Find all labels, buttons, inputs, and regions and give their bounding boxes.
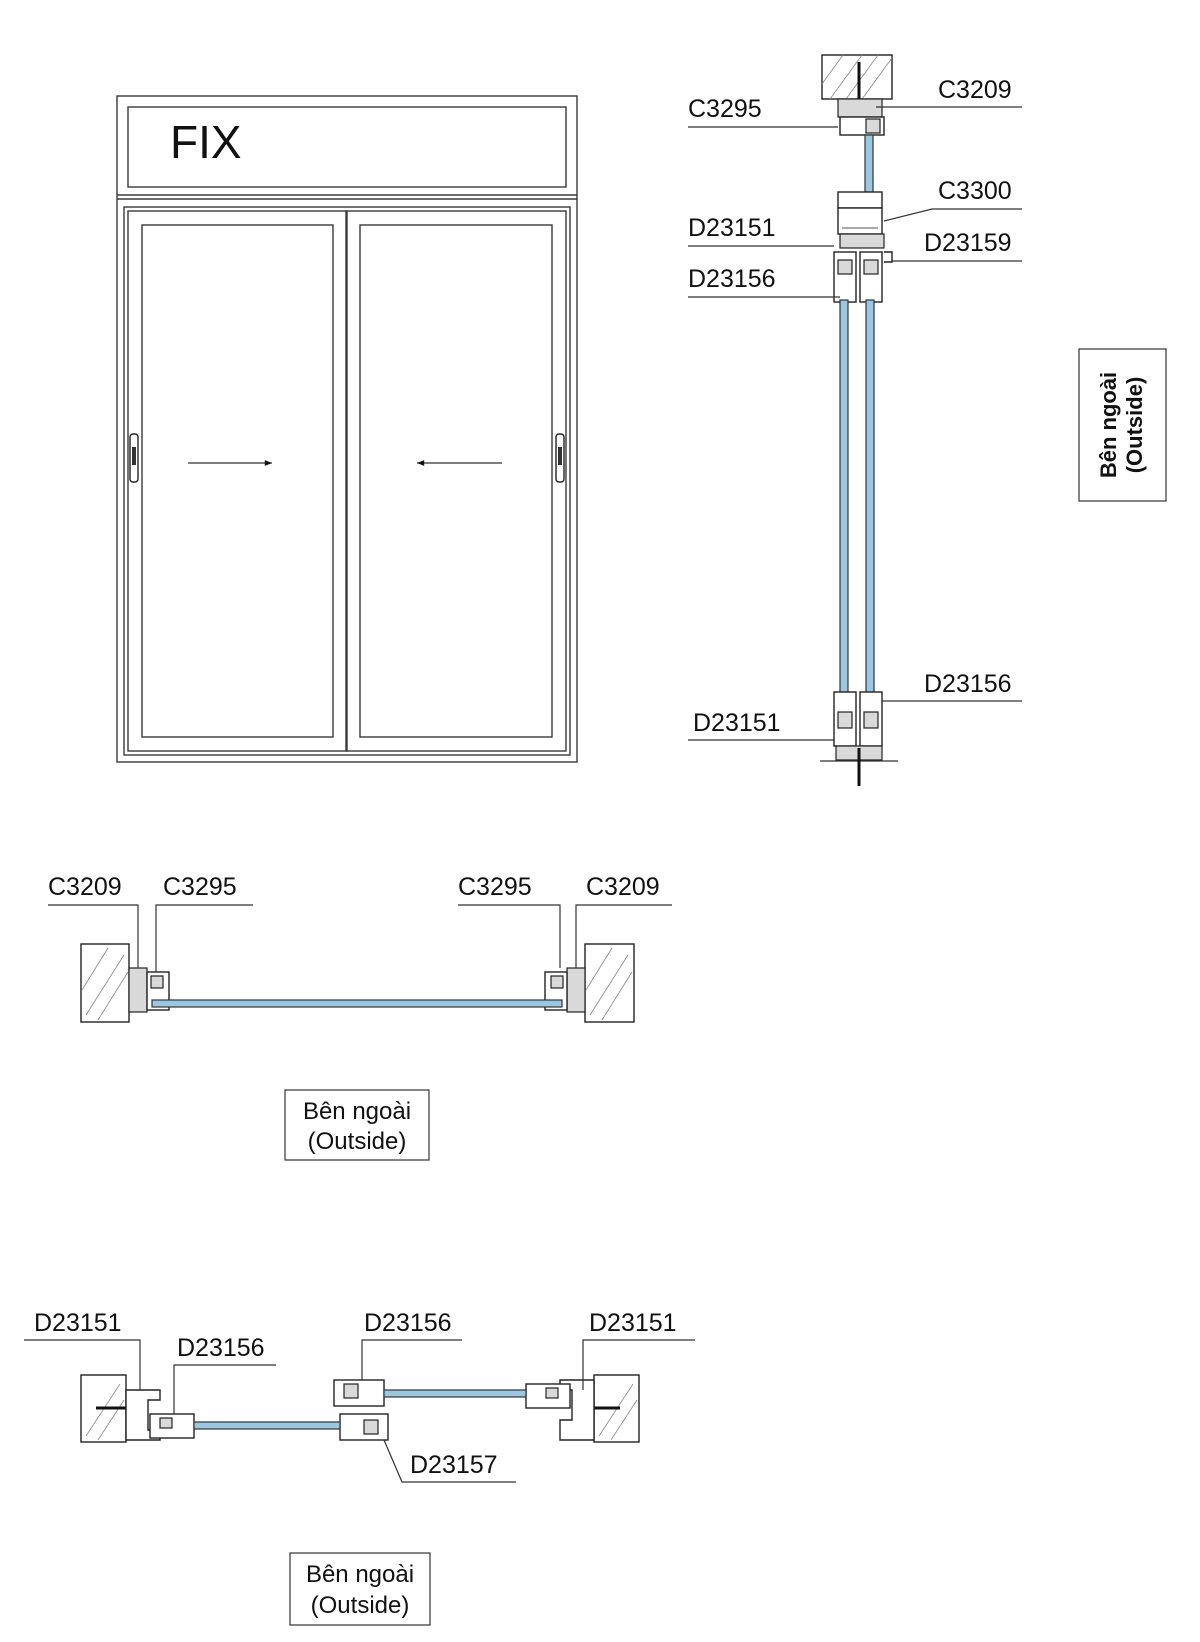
outside-sliding-line1: Bên ngoài [305,1561,415,1588]
outside-sliding-line2: (Outside) [310,1592,410,1619]
right-wall [585,944,634,1022]
left-sash-glass [142,225,333,737]
outside-label-line2: (Outside) [1122,376,1147,474]
left-handle-icon [130,434,138,482]
door-elevation [117,96,577,762]
sash-glass-left [840,300,848,694]
fix-plan-glass [152,1000,562,1007]
label-d23156-bottom: D23156 [924,670,1012,698]
left-sash [128,211,347,751]
label-sliding-left-d23156: D23156 [177,1334,265,1362]
fix-glass-section [865,135,873,195]
sliding-glass-left [194,1422,340,1429]
label-right-c3209: C3209 [586,873,660,901]
sliding-plan-section [24,1309,695,1625]
outside-fix-line1: Bên ngoài [302,1098,412,1125]
label-left-c3209: C3209 [48,873,122,901]
label-sliding-left-d23151: D23151 [34,1309,122,1337]
outside-label-line1: Bên ngoài [1096,371,1121,479]
label-sliding-right-d23151: D23151 [589,1309,677,1337]
left-wall [81,944,129,1022]
outside-fix-line2: (Outside) [307,1128,407,1155]
right-sash [346,211,566,751]
label-d23151-top: D23151 [688,214,776,242]
label-right-c3295: C3295 [458,873,532,901]
label-left-c3295: C3295 [163,873,237,901]
label-c3295: C3295 [688,95,762,123]
sash-glass-right [866,300,874,694]
label-d23157: D23157 [410,1451,498,1479]
sliding-glass-right [384,1390,526,1397]
right-sash-glass [360,225,552,737]
vertical-section [688,55,1166,786]
label-d23156-top: D23156 [688,265,776,293]
label-d23159: D23159 [924,229,1012,257]
label-d23151-bottom: D23151 [693,709,781,737]
label-c3300: C3300 [938,177,1012,205]
label-c3209: C3209 [938,76,1012,104]
label-sliding-mid-d23156: D23156 [364,1309,452,1337]
right-handle-icon [556,434,564,482]
fix-plan-section [48,873,672,1160]
fix-label: FIX [170,116,242,168]
